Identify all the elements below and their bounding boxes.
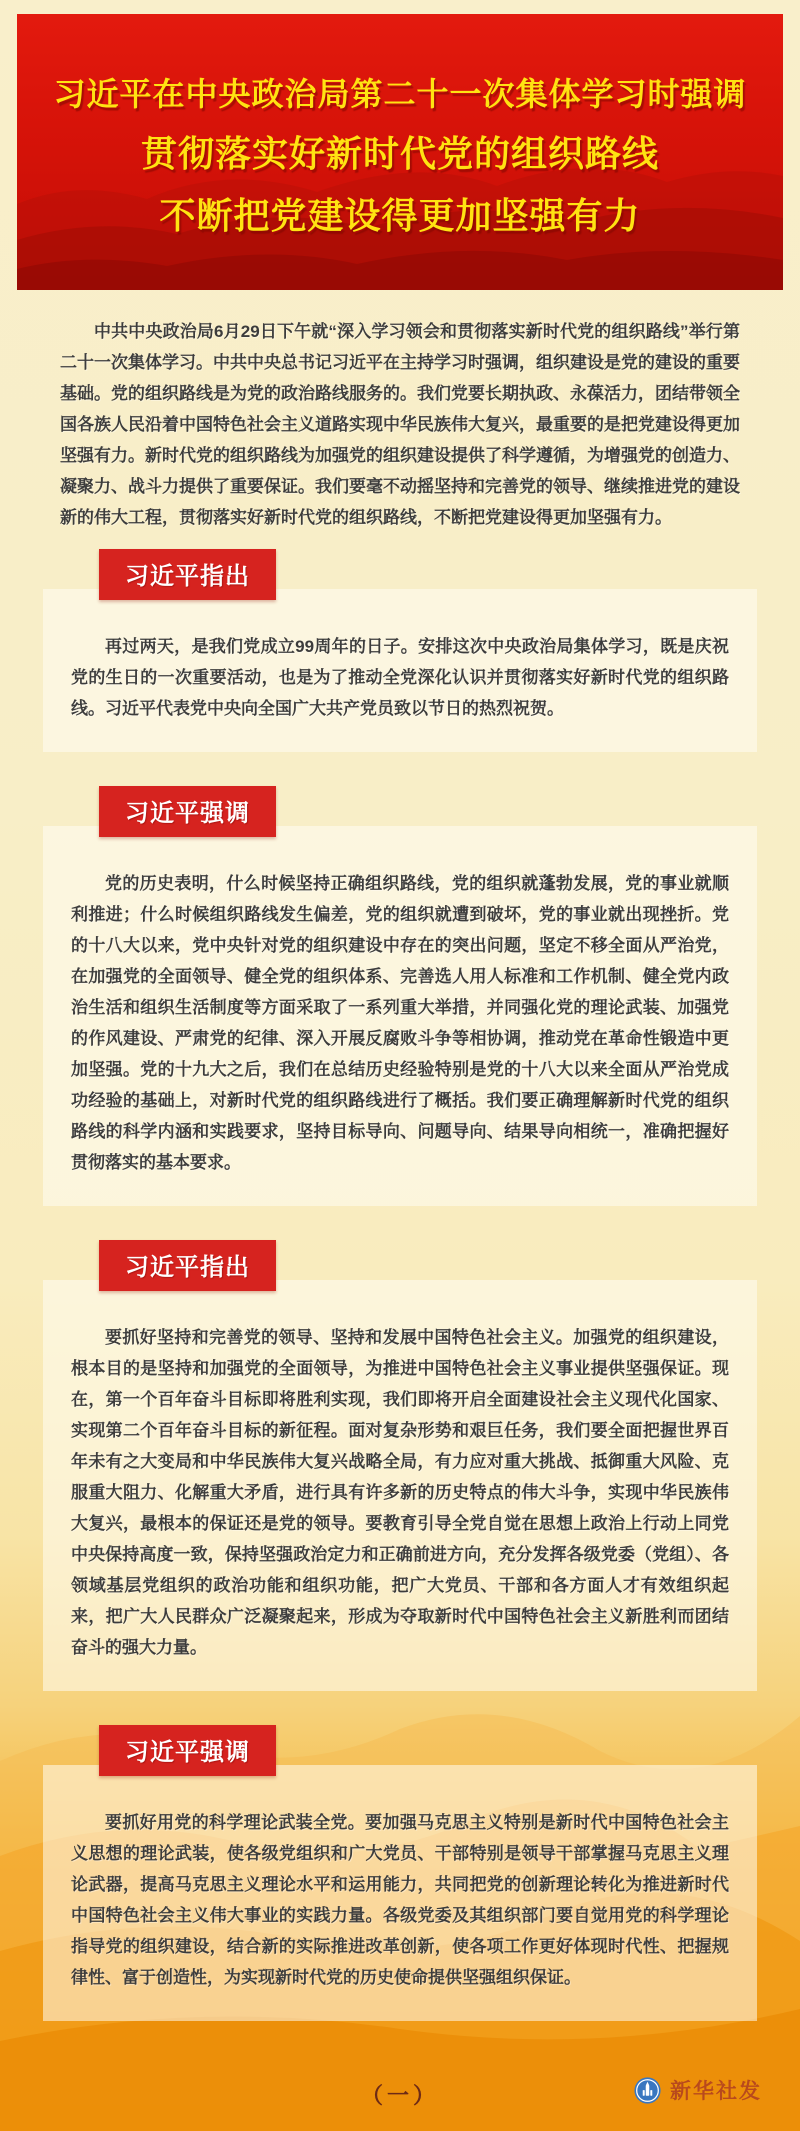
agency-credit-label: 新华社发 xyxy=(670,2080,762,2103)
content-area xyxy=(0,14,800,2021)
intro-paragraph: 中共中央政治局6月29日下午就“深入学习领会和贯彻落实新时代党的组织路线”举行第二十一次集体学习。中共中央总书记习近平在主持学习时强调，组织建设是党的建设的重要基础。党的组织路线是为党的政治路线服务的。我们党要长期执政、永葆活力，团结带领全国各族人民沿着中国特色社会主义道路实现中华民族伟大复兴，最重要的是把党建设得更加坚强有力。新时代党的组织路线为加强党的组织建设提供了科学遵循，为增强党的创造力、凝聚力、战斗力提供了重要保证。我们要毫不动摇坚持和完善党的领导、继续推进党的建设新的伟大工程，贯彻落实好新时代党的组织路线，不断把党建设得更加坚强有力。 xyxy=(60,322,740,527)
quote-paragraph-3: 要抓好坚持和完善党的领导、坚持和发展中国特色社会主义。加强党的组织建设，根本目的是坚持和加强党的全面领导，为推进中国特色社会主义事业提供坚强保证。现在，第一个百年奋斗目标即将胜利实现，我们即将开启全面建设社会主义现代化国家、实现第二个百年奋斗目标的新征程。面对复杂形势和艰巨任务，我们要全面把握世界百年未有之大变局和中华民族伟大复兴战略全局，有力应对重大挑战、抵御重大风险、克服重大阻力、化解重大矛盾，进行具有许多新的历史特点的伟大斗争，实现中华民族伟大复兴，最根本的保证还是党的领导。要教育引导全党自觉在思想上政治上行动上同党中央保持高度一致，保持坚强政治定力和正确前进方向，充分发挥各级党委（党组）、各领域基层党组织的政治功能和组织功能，把广大党员、干部和各方面人才有效组织起来，把广大人民群众广泛凝聚起来，形成为夺取新时代中国特色社会主义新胜利而团结奋斗的强大力量。 xyxy=(71,1328,729,1657)
headline-block xyxy=(17,14,783,290)
header-banner xyxy=(17,14,783,290)
footer xyxy=(0,2073,800,2115)
headline-main-1: 贯彻落实好新时代党的组织路线 xyxy=(140,133,659,174)
quote-badge-1: 习近平指出 xyxy=(99,549,276,600)
quote-section-1 xyxy=(43,549,757,752)
quote-paragraph-1: 再过两天，是我们党成立99周年的日子。安排这次中央政治局集体学习，既是庆祝党的生日的一次重要活动，也是为了推动全党深化认识并贯彻落实好新时代党的组织路线。习近平代表党中央向全国广大共产党员致以节日的热烈祝贺。 xyxy=(71,637,729,718)
quote-box-1 xyxy=(43,589,757,752)
intro-block xyxy=(60,316,740,533)
quote-paragraph-2: 党的历史表明，什么时候坚持正确组织路线，党的组织就蓬勃发展，党的事业就顺利推进；什么时候组织路线发生偏差，党的组织就遭到破坏，党的事业就出现挫折。党的十八大以来，党中央针对党的组织建设中存在的突出问题，坚定不移全面从严治党，在加强党的全面领导、健全党的组织体系、完善选人用人标准和工作机制、健全党内政治生活和组织生活制度等方面采取了一系列重大举措，并同强化党的理论武装、加强党的作风建设、严肃党的纪律、深入开展反腐败斗争等相协调，推动党在革命性锻造中更加坚强。党的十九大之后，我们在总结历史经验特别是党的十八大以来全面从严治党成功经验的基础上，对新时代党的组织路线进行了概括。我们要正确理解新时代党的组织路线的科学内涵和实践要求，坚持目标导向、问题导向、结果导向相统一，准确把握好贯彻落实的基本要求。 xyxy=(71,874,729,1172)
xinhua-logo-icon xyxy=(634,2077,661,2104)
quote-section-3 xyxy=(43,1240,757,1691)
agency-credit xyxy=(634,2075,762,2105)
quote-paragraph-4: 要抓好用党的科学理论武装全党。要加强马克思主义特别是新时代中国特色社会主义思想的理论武装，使各级党组织和广大党员、干部特别是领导干部掌握马克思主义理论武器，提高马克思主义理论水平和运用能力，共同把党的创新理论转化为推进新时代中国特色社会主义伟大事业的实践力量。各级党委及其组织部门要自觉用党的科学理论指导党的组织建设，结合新的实际推进改革创新，使各项工作更好体现时代性、把握规律性、富于创造性，为实现新时代党的历史使命提供坚强组织保证。 xyxy=(71,1813,729,1987)
quote-badge-3: 习近平指出 xyxy=(99,1240,276,1291)
quote-badge-2: 习近平强调 xyxy=(99,786,276,837)
quote-box-2 xyxy=(43,826,757,1206)
quote-box-3 xyxy=(43,1280,757,1691)
headline-main-2: 不断把党建设得更加坚强有力 xyxy=(159,194,641,236)
quote-section-2 xyxy=(43,786,757,1206)
quote-box-4 xyxy=(43,1765,757,2021)
quote-badge-4: 习近平强调 xyxy=(99,1725,276,1776)
page-number: （一） xyxy=(360,2083,439,2108)
quote-section-4 xyxy=(43,1725,757,2021)
headline-kicker: 习近平在中央政治局第二十一次集体学习时强调 xyxy=(53,75,747,112)
